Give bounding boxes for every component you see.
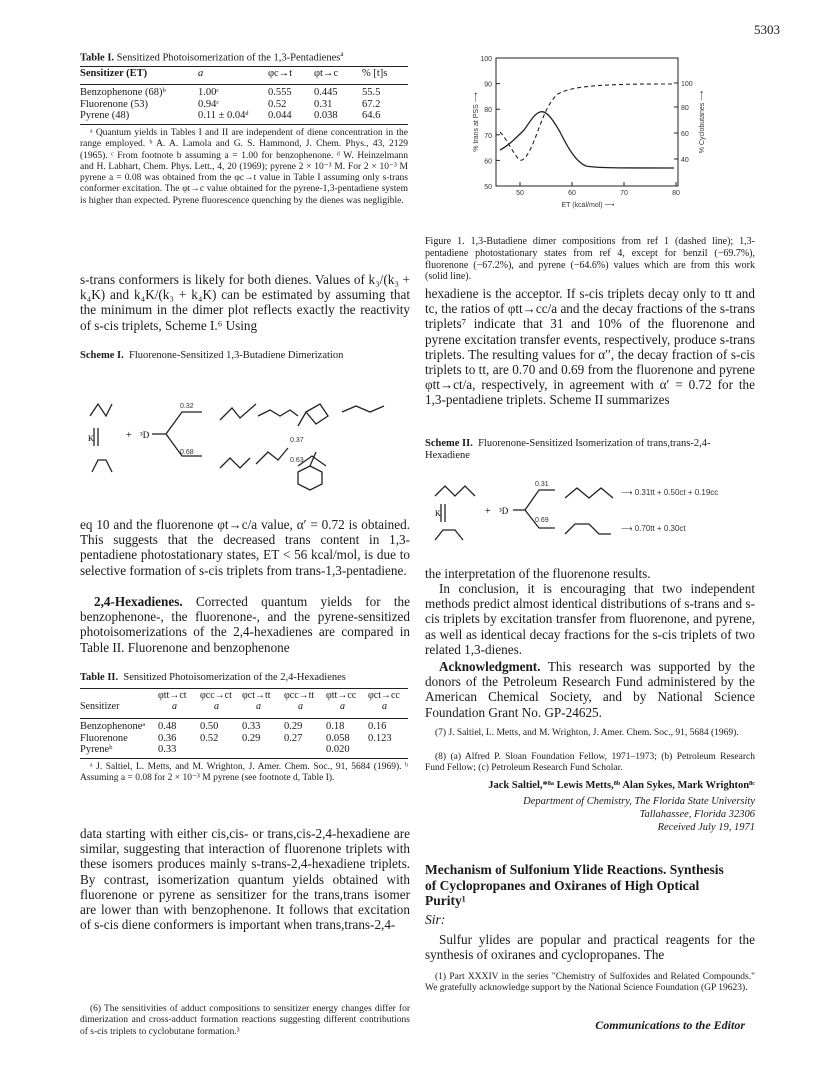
scheme1-diagram (80, 386, 410, 512)
left-tick-label: 100 (480, 56, 492, 63)
authors: Jack Saltiel,*⁸ᵃ Lewis Metts,⁸ᵇ Alan Sykes, Mark Wrighton⁸ᶜ (488, 780, 755, 791)
table-cell: 0.058 (326, 732, 350, 744)
table2-header: φct→tt (242, 690, 271, 701)
table-cell: 0.123 (368, 732, 392, 744)
page-footer: Communications to the Editor (595, 1018, 745, 1032)
table-cell: 0.18 (326, 721, 345, 732)
footnote-6: (6) The sensitivities of adduct compositions to sensitizer energy changes differ for dimerization and cross-adduct formation reactions suggesting different contributions of s-cis triplets to cyclobutane formation.³ (80, 1004, 410, 1037)
table-cell: 0.555 (268, 87, 292, 98)
scheme2-diagram (425, 474, 755, 546)
table1-header-row (80, 68, 408, 79)
table-row (80, 110, 408, 122)
ack-heading: Acknowledgment. (439, 659, 541, 674)
table-cell: 64.6 (362, 110, 381, 121)
x-axis-label: ET (kcal/mol) ⟶ (561, 202, 615, 209)
table-row (80, 744, 408, 756)
table-cell (242, 744, 284, 756)
table2-title: Sensitized Photoisomerization of the 2,4-Hexadienes (123, 672, 346, 683)
table2-header: a (298, 701, 303, 712)
table1-header: Sensitizer (ET) (80, 68, 148, 79)
left-para-4 (80, 826, 410, 932)
table-cell: 0.31 (314, 98, 333, 110)
table-cell: Pyrene (48) (80, 110, 130, 121)
table2-header: a (214, 701, 219, 712)
table-cell: 0.94ᶜ (198, 98, 220, 110)
scheme1-plus: + (126, 430, 132, 441)
table2-header: a (256, 701, 261, 712)
table-cell: Fluorenone (80, 732, 128, 744)
table-cell: 0.33 (242, 721, 261, 732)
table2-rule-bottom (80, 758, 408, 759)
left-tick-label: 90 (484, 81, 492, 89)
scheme1-value: 0.68 (180, 449, 194, 456)
scheme1-sensitizer: ³D (140, 430, 150, 440)
table2-header: a (340, 701, 345, 712)
table-cell: 0.48 (158, 721, 177, 732)
s-cis-butadiene (92, 460, 112, 472)
table-row (80, 721, 408, 733)
scheme2-label: Scheme II. (425, 438, 473, 449)
left-tick-label: 60 (484, 158, 492, 166)
table-cell: 0.16 (368, 721, 387, 732)
left-para-3 (80, 594, 410, 655)
right-tick-label: 100 (681, 81, 693, 88)
paragraph: data starting with either cis,cis- or trans,cis-2,4-hexadiene are similar, suggesting that interaction of fluorenone triplets with these isomers produces mainly s-trans-2,4-hexadiene triplets. By contrast, isomerization quantum yields obtained with fluorenone or pyrene as sensitizer for the trans,trans isomer are lower than with benzophenone. It follows that excitation of s-cis diene conformers is important when trans,trans-2,4- (80, 826, 410, 933)
scheme2-value: 0.69 (535, 517, 549, 524)
table2-rule-mid (80, 718, 408, 719)
figure1-plot (468, 44, 718, 214)
table2-header-row (80, 701, 408, 712)
table1-header: φc→t (268, 68, 293, 79)
table1-sup: a (340, 50, 344, 58)
s-cis-hexadiene (435, 530, 463, 540)
table-cell: 1.00ᶜ (198, 87, 220, 98)
right-para-3: In conclusion, it is encouraging that two independent methods predict almost identical distributions of s-trans and s-cis triplets by excitation transfer from fluorenone, and pyrene, as well as identical decay fractions for the s-cis triplets of two related 1,3-dienes. (425, 581, 755, 657)
acknowledgment (425, 659, 755, 720)
scheme1-value: 0.37 (290, 437, 304, 444)
scheme1-k: K (88, 434, 94, 443)
table2-header (80, 690, 408, 712)
figure1-caption: Figure 1. 1,3-Butadiene dimer compositions from ref 1 (dashed line); 1,3-pentadiene photostationary states from ref 4, except for benzil (−69.7%), fluorenone (−67.2%), and pyrene (−64.6%) values which are from this work (solid line). (425, 236, 755, 283)
left-tick-label: 70 (484, 132, 492, 140)
paragraph: hexadiene is the acceptor. If s-cis triplets decay only to tt and tc, the ratios of φtt→cc/a and the decay fractions of the s-trans triplets⁷ indicate that 31 and 10% of the fluorenone and pyrene excitation transfer events, respectively, produce s-trans triplets. The resulting values for α′′, the decay fraction of s-cis triplets to tt, are 0.70 and 0.69 from the fluorenone and pyrene φtt→ct/a, respectively, in agreement with α′ = 0.72 for the 1,3-pentadiene triplets. Scheme II summarizes (425, 286, 755, 408)
table1-footnote: ᵃ Quantum yields in Tables I and II are independent of diene concentration in the range employed. ᵇ A. A. Lamola and G. S. Hammond, J. Chem. Phys., 43, 2129 (1965). ᶜ From footnote b assuming a = 1.00 for benzophenone. ᵈ W. Heinzelmann and H. Labhart, Chem. Phys. Lett., 4, 20 (1969); pyrene 2 × 10⁻³ M. For 2 × 10⁻³ M pyrene a = 0.08 was obtained from the φc→t value in Table I assuming only s-trans conformer excitation. The φt→c value obtained for the pyrene-1,3-pentadiene system is higher than expected. Pyrene fluorescence quenching by the dienes was negligible. (80, 128, 408, 206)
paragraph: Corrected quantum yields for the benzophenone-, the fluorenone-, and the pyrene-sensitized photoisomerizations of the 2,4-hexadienes are compared in Table II. Fluorenone and benzophenone (80, 594, 410, 655)
table1-label: Table I. (80, 52, 115, 64)
scheme2-caption (425, 438, 755, 462)
scheme2-sensitizer: ³D (499, 506, 509, 516)
table-cell: 0.27 (284, 732, 303, 744)
divinylcyclobutane-product (220, 404, 256, 420)
scheme1-label: Scheme I. (80, 350, 124, 361)
table-cell: 0.044 (268, 110, 292, 121)
table2-body (80, 721, 408, 756)
x-tick-label: 70 (620, 190, 628, 197)
table-cell (200, 744, 242, 756)
section-heading: 2,4-Hexadienes. (94, 594, 183, 609)
table2-header: φtt→ct (158, 690, 187, 701)
table1 (80, 68, 408, 79)
right-para-2: the interpretation of the fluorenone results. (425, 566, 651, 581)
scheme2-plus: + (485, 506, 491, 517)
left-para-1 (80, 272, 410, 333)
affiliation-line-2: Tallahassee, Florida 32306 (639, 809, 755, 820)
received-date: Received July 19, 1971 (657, 822, 755, 833)
paragraph: eq 10 and the fluorenone φt→c/a value, α′ = 0.72 is obtained. This suggests that the decreased trans content in 1,3-pentadiene photostationary states, ET < 56 kcal/mol, is due to selective formation of s-cis triplets from trans-1,3-pentadiene. (80, 517, 410, 578)
table2-header: φtt→cc (326, 690, 357, 701)
scheme1-caption (80, 350, 410, 361)
scheme1-value: 0.63 (290, 457, 304, 464)
table2-header: φcc→ct (200, 690, 232, 701)
scheme2-value: 0.31 (535, 481, 549, 488)
scheme1-title: Fluorenone-Sensitized 1,3-Butadiene Dimerization (129, 350, 344, 361)
table2-header-row (80, 690, 408, 701)
new-article-title: Mechanism of Sulfonium Ylide Reactions. Synthesis of Cyclopropanes and Oxiranes of High Optical Purity¹ (425, 862, 724, 908)
table-row (80, 733, 408, 745)
table2-label: Table II. (80, 672, 119, 683)
page-number: 5303 (754, 22, 780, 37)
paragraph: This research was supported by the donors of the Petroleum Research Fund administered by the American Chemical Society, and by National Science Foundation Grant No. GP-24625. (425, 659, 755, 720)
table1-rule-bottom (80, 124, 408, 125)
right-para-1 (425, 286, 755, 408)
right-tick-label: 40 (681, 157, 689, 164)
left-tick-label: 50 (484, 184, 492, 191)
table-cell: 0.038 (314, 110, 338, 121)
ref-7: (7) J. Saltiel, L. Metts, and M. Wrighton, J. Amer. Chem. Soc., 91, 5684 (1969). (435, 728, 739, 738)
x-tick-label: 60 (568, 190, 576, 197)
table-cell: 0.445 (314, 87, 338, 98)
scheme2-title: Fluorenone-Sensitized Isomerization of trans,trans-2,4-Hexadiene (425, 438, 711, 461)
table-cell: 55.5 (362, 87, 381, 98)
table-cell: 0.52 (268, 98, 287, 110)
x-tick-label: 80 (672, 190, 680, 197)
paragraph: s-trans conformers is likely for both dienes. Values of k₃/(k₃ + k₄K) and k₄K/(k₃ + k₄K) can be estimated by assuming that the minimum in the dimer plot reflects exactly the reactivity of s-cis triplets, Scheme I.⁶ Using (80, 272, 410, 333)
table2-footnote: ᵃ J. Saltiel, L. Metts, and M. Wrighton, J. Amer. Chem. Soc., 91, 5684 (1969). ᵇ Assuming a = 0.08 for 2 × 10⁻³ M pyrene (see footnote d, Table I). (80, 762, 408, 784)
table1-header: % [t]s (362, 68, 388, 79)
left-tick-label: 80 (484, 107, 492, 115)
table-cell: 0.33 (158, 744, 177, 755)
table1-caption (80, 50, 410, 64)
pentadiene-solid-line (500, 112, 674, 168)
table1-body (80, 87, 408, 122)
table-cell: Benzophenone (68)ᵇ (80, 87, 166, 98)
table-cell: 0.29 (242, 732, 261, 744)
table-cell: Fluorenone (53) (80, 98, 148, 110)
table-cell: 67.2 (362, 98, 381, 110)
table-cell: Pyreneᵇ (80, 744, 113, 755)
ref-1: (1) Part XXXIV in the series "Chemistry of Sulfoxides and Related Compounds." We gratefully acknowledge support by the National Science Foundation (GP 19623). (425, 972, 755, 994)
salutation: Sir: (425, 912, 446, 927)
table-cell: Benzophenoneᵃ (80, 721, 146, 732)
table-cell: 0.020 (326, 744, 350, 755)
scheme2-k: K (435, 509, 441, 518)
x-tick-label: 50 (516, 190, 524, 197)
table1-rule-top (80, 66, 408, 67)
table2-rule-top (80, 688, 408, 689)
table2-header: Sensitizer (80, 701, 120, 712)
right-tick-label: 80 (681, 105, 689, 112)
table1-header: a (198, 68, 204, 79)
table-cell: 0.36 (158, 732, 177, 744)
table2-header: φcc→tt (284, 690, 315, 701)
table-cell: 0.52 (200, 732, 219, 744)
table2-header: a (172, 701, 177, 712)
table-row (80, 99, 408, 111)
right-tick-label: 60 (681, 131, 689, 138)
affiliation-line-1: Department of Chemistry, The Florida State University (523, 796, 755, 807)
s-trans-hexadiene (435, 486, 475, 496)
table2-header: φct→cc (368, 690, 400, 701)
table1-title: Sensitized Photoisomerization of the 1,3-Pentadienes (116, 52, 341, 64)
left-para-2 (80, 517, 410, 578)
scheme1-value: 0.32 (180, 403, 194, 410)
table-cell (368, 744, 408, 756)
dimer-dashed-line (500, 84, 674, 160)
scheme2-product: ⟶ 0.31tt + 0.50ct + 0.19cc (621, 488, 719, 497)
table-cell: 0.50 (200, 721, 219, 732)
scheme2-product: ⟶ 0.70tt + 0.30ct (621, 524, 686, 533)
table1-header: φt→c (314, 68, 339, 79)
table-cell: 0.29 (284, 721, 303, 732)
table2-header: a (382, 701, 387, 712)
y-axis-label-right: % Cyclobutanes ⟶ (699, 90, 706, 154)
ref-8: (8) (a) Alfred P. Sloan Foundation Fellow, 1971–1973; (b) Petroleum Research Fund Fellow; (c) Petroleum Research Fund Scholar. (425, 752, 755, 774)
table2-caption (80, 672, 410, 683)
table-cell (284, 744, 326, 756)
y-axis-label-left: % trans at PSS ⟶ (473, 92, 480, 152)
new-article-para: Sulfur ylides are popular and practical reagents for the synthesis of oxiranes and cyclopropanes. The (425, 932, 755, 963)
table1-rule-mid (80, 84, 408, 85)
table-cell: 0.11 ± 0.04ᵈ (198, 110, 249, 121)
s-trans-butadiene (90, 404, 112, 416)
table-row (80, 87, 408, 99)
